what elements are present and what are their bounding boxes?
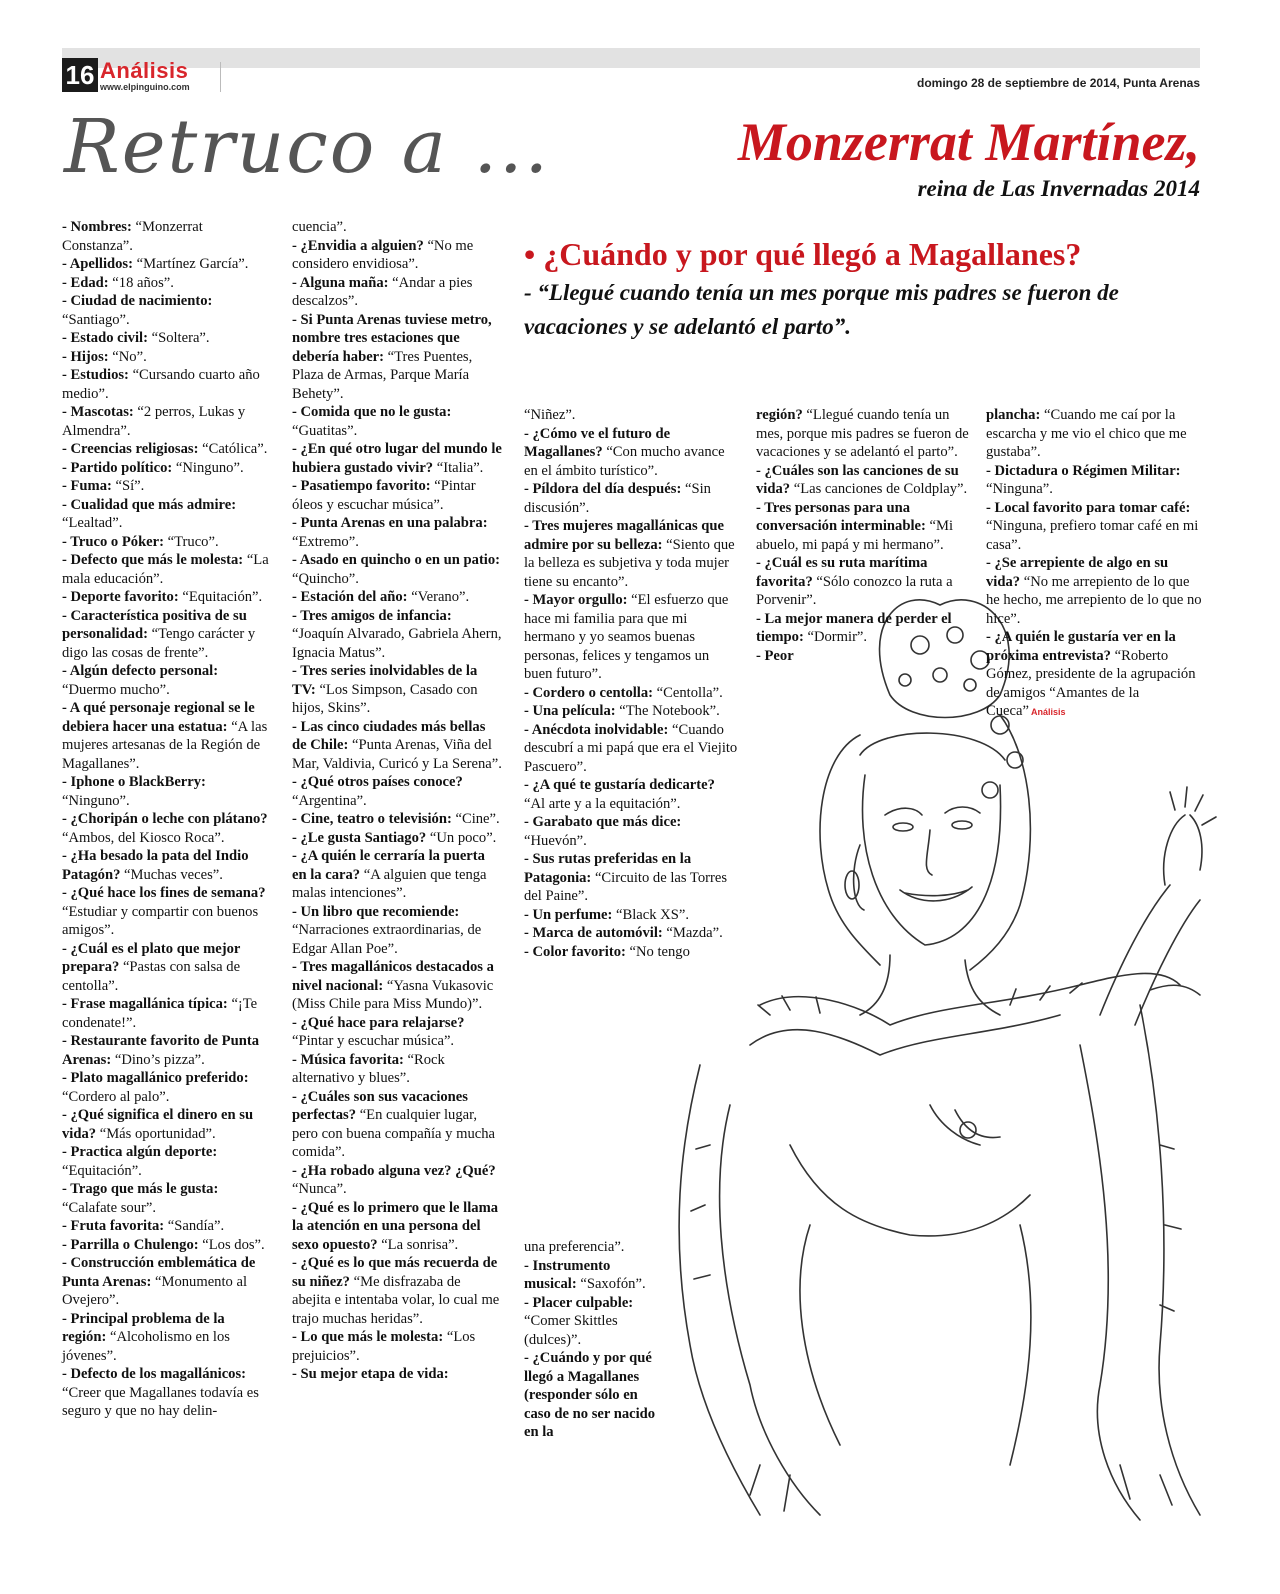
qa-question: - Tres series inolvidables de la TV: [292, 663, 478, 698]
qa-answer: “Black XS”. [616, 906, 689, 923]
qa-item [292, 847, 502, 903]
featured-question [524, 232, 1204, 344]
qa-answer: “Siento que la belleza es subjetiva y toda mujer tiene su encanto”. [524, 536, 735, 590]
qa-answer: “Cursando cuarto año medio”. [62, 367, 260, 402]
qa-answer: “El esfuerzo que hace mi familia para que mi hermano y yo seamos buenas personas, felices y tengamos un buen futuro”. [524, 592, 729, 682]
qa-question: - ¿Ha robado alguna vez? ¿Qué? [292, 1162, 496, 1179]
qa-item [62, 533, 270, 552]
qa-question: - Mascotas: [62, 404, 134, 420]
qa-item [292, 1199, 502, 1255]
qa-question: plancha: [986, 407, 1041, 423]
qa-answer: “Un poco”. [429, 829, 497, 846]
qa-answer: “Sólo conozco la ruta a Porvenir”. [756, 573, 953, 608]
qa-item [292, 662, 502, 718]
qa-answer: “Las canciones de Coldplay”. [793, 481, 968, 497]
qa-question: - ¿Qué es lo que más recuerda de su niñez? [292, 1255, 498, 1290]
qa-item [524, 591, 739, 684]
qa-question: - Las cinco ciudades más bellas de Chile: [292, 718, 486, 753]
qa-item [292, 403, 502, 440]
qa-question: - Comida que no le gusta: [292, 404, 452, 420]
qa-item [524, 813, 739, 850]
interview-column-2 [292, 218, 502, 1384]
qa-answer: “Monzerrat Constanza”. [62, 219, 203, 254]
qa-answer: “Creer que Magallanes todavía es seguro y que no hay delin- [62, 1384, 259, 1419]
qa-item [292, 1328, 502, 1365]
qa-answer: “Saxofón”. [580, 1276, 646, 1292]
qa-answer: “A las mujeres artesanas de la Región de Magallanes”. [62, 718, 268, 772]
qa-answer: “Andar a pies descalzos”. [292, 274, 473, 309]
qa-answer: “Cuando descubrí a mi papá que era el Viejito Pascuero”. [524, 721, 738, 775]
qa-item [292, 218, 502, 237]
qa-item [524, 425, 739, 481]
qa-item [62, 292, 270, 329]
qa-question: - ¿Cómo ve el futuro de Magallanes? [524, 425, 671, 460]
qa-item [62, 588, 270, 607]
qa-item [62, 1069, 270, 1106]
qa-question: - Lo que más le molesta: [292, 1329, 444, 1345]
interview-column-3-bottom [524, 1238, 664, 1442]
qa-answer: “Pastas con salsa de centolla”. [62, 959, 241, 994]
qa-item [62, 884, 270, 940]
qa-answer: “Sin discusión”. [524, 481, 711, 516]
qa-item [62, 1365, 270, 1421]
qa-answer: “En cualquier lugar, pero con buena compañía y mucha comida”. [292, 1107, 496, 1160]
qa-question: - ¿Qué hace los fines de semana? [62, 885, 266, 901]
qa-answer: “Cordero al palo”. [62, 1088, 170, 1105]
qa-item [524, 406, 739, 425]
qa-item [62, 1310, 270, 1366]
qa-answer: “Sí”. [115, 478, 145, 494]
qa-answer: “Pintar y escuchar música”. [292, 1033, 455, 1049]
qa-answer: “Estudiar y compartir con buenos amigos”. [62, 903, 259, 938]
qa-item [986, 499, 1202, 555]
qa-answer: “Ambos, del Kiosco Roca”. [62, 829, 225, 846]
qa-question: - Garabato que más dice: [524, 814, 682, 830]
qa-answer: “Ninguno”. [62, 792, 130, 809]
qa-item [62, 551, 270, 588]
qa-question: - Marca de automóvil: [524, 925, 663, 941]
qa-item [524, 1294, 664, 1350]
qa-item [524, 906, 739, 925]
interview-column-1 [62, 218, 270, 1421]
qa-question: - Estado civil: [62, 330, 148, 346]
qa-question: - La mejor manera de perder el tiempo: [756, 610, 952, 645]
qa-question: - Dictadura o Régimen Militar: [986, 462, 1181, 479]
qa-answer: “Rock alternativo y blues”. [292, 1051, 445, 1086]
qa-item [62, 1236, 270, 1255]
qa-item [292, 607, 502, 663]
end-mark-logo: Análisis [1030, 707, 1066, 717]
qa-answer: “The Notebook”. [619, 703, 720, 719]
qa-question: - Partido político: [62, 459, 173, 476]
qa-question: - Si Punta Arenas tuviese metro, nombre tres estaciones que debería haber: [292, 311, 492, 365]
qa-item [292, 1254, 502, 1328]
qa-question: - Un perfume: [524, 906, 613, 923]
qa-answer: “Yasna Vukasovic (Miss Chile para Miss Mundo)”. [292, 977, 494, 1012]
qa-question: - ¿Ha besado la pata del Indio Patagón? [62, 848, 249, 883]
section-title: Retruco a ... [64, 104, 551, 190]
qa-question: - Peor [756, 647, 794, 664]
qa-question: - Restaurante favorito de Punta Arenas: [62, 1033, 259, 1068]
qa-answer: “Italia”. [436, 459, 484, 476]
qa-item [62, 607, 270, 663]
qa-answer: “Ninguno”. [175, 459, 244, 476]
qa-answer: “Con mucho avance en el ámbito turístico”. [524, 444, 725, 479]
qa-answer: “Cuando me caí por la escarcha y me vio el chico que me gustaba”. [986, 407, 1187, 460]
qa-item [62, 329, 270, 348]
qa-question: - Estación del año: [292, 589, 408, 605]
qa-item [524, 1257, 664, 1294]
qa-question: - ¿Cuándo y por qué llegó a Magallanes (responder sólo en caso de no ser nacido en la [524, 1350, 656, 1440]
qa-answer: “Mazda”. [666, 925, 723, 941]
qa-question: - ¿Cuál es el plato que mejor prepara? [62, 940, 241, 975]
qa-answer: “No”. [112, 348, 147, 365]
qa-question: - Tres amigos de infancia: [292, 607, 452, 624]
qa-item [986, 406, 1202, 462]
qa-item [524, 684, 739, 703]
qa-question: - ¿A qué te gustaría dedicarte? [524, 777, 715, 793]
qa-item [62, 1106, 270, 1143]
qa-question: región? [756, 407, 803, 423]
qa-answer: “Soltera”. [151, 330, 210, 346]
qa-answer: “Más oportunidad”. [99, 1125, 216, 1142]
brand-name: Análisis [100, 58, 189, 83]
qa-answer: “Huevón”. [524, 832, 587, 849]
brand-url: www.elpinguino.com [100, 82, 190, 92]
qa-item [62, 995, 270, 1032]
interview-column-3 [524, 406, 739, 961]
qa-item [62, 1143, 270, 1180]
qa-answer: “La mala educación”. [62, 552, 269, 587]
qa-item [986, 554, 1202, 628]
qa-item [756, 462, 971, 499]
qa-item [524, 850, 739, 906]
qa-item [62, 403, 270, 440]
qa-item [756, 647, 971, 666]
qa-answer: “¡Te condenate!”. [62, 996, 258, 1031]
qa-item [62, 440, 270, 459]
qa-question: - ¿A quién le cerraría la puerta en la cara? [292, 848, 485, 883]
qa-answer: “Quincho”. [292, 570, 359, 587]
qa-question: - Fruta favorita: [62, 1218, 165, 1234]
qa-item [62, 1180, 270, 1217]
qa-answer: “Ninguna, prefiero tomar café en mi casa”. [986, 518, 1199, 553]
qa-item [756, 406, 971, 462]
qa-item [292, 829, 502, 848]
qa-question: - Asado en quincho o en un patio: [292, 552, 501, 568]
qa-question: - Alguna maña: [292, 274, 389, 291]
qa-answer: “Niñez”. [524, 407, 576, 423]
qa-question: - Cordero o centolla: [524, 684, 654, 701]
qa-question: - Nombres: [62, 219, 132, 235]
qa-question: - Principal problema de la región: [62, 1310, 225, 1345]
qa-question: - Parrilla o Chulengo: [62, 1236, 199, 1253]
qa-question: - ¿Qué es lo primero que le llama la atención en una persona del sexo opuesto? [292, 1199, 499, 1253]
qa-question: - Local favorito para tomar café: [986, 499, 1191, 516]
brand-logo [100, 60, 190, 92]
qa-answer: “Roberto Gómez, presidente de la agrupación de amigos “Amantes de la Cueca” [986, 647, 1196, 719]
qa-question: - ¿Cuáles son sus vacaciones perfectas? [292, 1088, 468, 1123]
qa-item [756, 610, 971, 647]
qa-answer: “Tres Puentes, Plaza de Armas, Parque María Behety”. [292, 348, 473, 402]
qa-question: - Pasatiempo favorito: [292, 478, 431, 494]
qa-question: - Cualidad que más admire: [62, 496, 237, 513]
qa-answer: “Mi abuelo, mi papá y mi hermano”. [756, 518, 954, 553]
page-number: 16 [62, 58, 98, 92]
qa-answer: “La sonrisa”. [381, 1236, 459, 1253]
headline-subtitle: reina de Las Invernadas 2014 [917, 176, 1200, 201]
qa-question: - Tres magallánicos destacados a nivel nacional: [292, 959, 494, 994]
qa-question: - ¿Qué hace para relajarse? [292, 1014, 465, 1031]
header-date: domingo 28 de septiembre de 2014, Punta Arenas [917, 76, 1200, 90]
qa-item [292, 1051, 502, 1088]
qa-item [62, 274, 270, 293]
qa-item [62, 459, 270, 478]
qa-answer: “Truco”. [167, 533, 219, 550]
qa-answer: “No me arrepiento de lo que he hecho, me arrepiento de lo que no hice”. [986, 573, 1202, 627]
qa-item [62, 477, 270, 496]
qa-answer: “Circuito de las Torres del Paine”. [524, 869, 727, 904]
qa-answer: “Duermo mucho”. [62, 681, 170, 698]
qa-question: - Truco o Póker: [62, 533, 164, 550]
qa-item [292, 1014, 502, 1051]
qa-item [292, 311, 502, 404]
featured-question-text: • ¿Cuándo y por qué llegó a Magallanes? [524, 236, 1082, 272]
qa-item [524, 924, 739, 943]
interview-column-4 [756, 406, 971, 665]
qa-answer: “Lealtad”. [62, 515, 123, 531]
qa-item [986, 628, 1202, 722]
qa-answer: “Calafate sour”. [62, 1199, 156, 1216]
qa-question: - Placer culpable: [524, 1294, 634, 1311]
qa-item [62, 348, 270, 367]
qa-answer: “Alcoholismo en los jóvenes”. [62, 1329, 230, 1364]
qa-question: - Trago que más le gusta: [62, 1181, 219, 1197]
qa-question: - Edad: [62, 274, 109, 291]
qa-item [292, 514, 502, 551]
qa-answer: “Narraciones extraordinarias, de Edgar Allan Poe”. [292, 922, 482, 957]
qa-question: - A qué personaje regional se le debiera hacer una estatua: [62, 700, 255, 735]
qa-answer: “Joaquín Alvarado, Gabriela Ahern, Ignacia Matus”. [292, 626, 502, 661]
qa-answer: “Llegué cuando tenía un mes, porque mis padres se fueron de vacaciones y se adelantó el parto”. [756, 407, 969, 460]
qa-question: - ¿Se arrepiente de algo en su vida? [986, 555, 1169, 590]
qa-item [292, 1162, 502, 1199]
qa-question: - Un libro que recomiende: [292, 903, 460, 920]
qa-answer: “Centolla”. [656, 684, 723, 701]
qa-answer: “Los Simpson, Casado con hijos, Skins”. [292, 681, 478, 716]
qa-item [292, 810, 502, 829]
qa-question: - Defecto que más le molesta: [62, 552, 244, 568]
qa-answer: “Comer Skittles (dulces)”. [524, 1313, 618, 1348]
qa-answer: “Cine”. [455, 811, 500, 827]
qa-question: - Color favorito: [524, 943, 626, 960]
qa-item [524, 1349, 664, 1442]
qa-answer: “No me considero envidiosa”. [292, 237, 474, 272]
qa-question: - Plato magallánico preferido: [62, 1070, 249, 1086]
qa-item [756, 554, 971, 610]
qa-question: - Ciudad de nacimiento: [62, 293, 213, 309]
qa-answer: “No tengo [629, 943, 690, 960]
qa-answer: “Extremo”. [292, 533, 359, 550]
qa-item [292, 718, 502, 774]
qa-question: - Instrumento musical: [524, 1257, 611, 1292]
qa-item [62, 847, 270, 884]
qa-question: - ¿Choripán o leche con plátano? [62, 811, 268, 827]
qa-question: - Sus rutas preferidas en la Patagonia: [524, 851, 692, 886]
qa-question: - ¿Qué otros países conoce? [292, 774, 463, 790]
qa-answer: “2 perros, Lukas y Almendra”. [62, 404, 246, 439]
qa-item [62, 496, 270, 533]
qa-item [292, 1365, 502, 1384]
qa-answer: “A alguien que tenga malas intenciones”. [292, 866, 487, 901]
qa-answer: “Los prejuicios”. [292, 1329, 476, 1364]
qa-question: - ¿Cuáles son las canciones de su vida? [756, 462, 959, 497]
qa-item [292, 477, 502, 514]
qa-item [292, 1088, 502, 1162]
qa-question: - Música favorita: [292, 1051, 404, 1068]
headline [738, 112, 1200, 204]
qa-item [62, 940, 270, 996]
qa-answer: “Monumento al Ovejero”. [62, 1273, 248, 1308]
qa-answer: “Muchas veces”. [124, 866, 223, 883]
qa-answer: “Dino’s pizza”. [114, 1051, 205, 1068]
qa-question: - Algún defecto personal: [62, 663, 219, 679]
qa-question: - Deporte favorito: [62, 589, 179, 605]
qa-item [756, 499, 971, 555]
featured-answer-text: - “Llegué cuando tenía un mes porque mis padres se fueron de vacaciones y se adelantó el parto”. [524, 280, 1119, 339]
qa-answer: “Argentina”. [292, 792, 367, 809]
qa-question: - Punta Arenas en una palabra: [292, 515, 488, 531]
qa-item [524, 1238, 664, 1257]
qa-answer: “Sandía”. [167, 1218, 225, 1234]
qa-question: - Píldora del día después: [524, 481, 682, 497]
qa-item [986, 462, 1202, 499]
headline-name: Monzerrat Martínez, [737, 112, 1200, 172]
qa-answer: “Nunca”. [292, 1181, 347, 1197]
qa-answer: “Me disfrazaba de abejita e intentaba volar, lo cual me trajo muchas heridas”. [292, 1273, 500, 1327]
qa-question: - Cine, teatro o televisión: [292, 811, 452, 827]
qa-item [524, 517, 739, 591]
qa-question: - Anécdota inolvidable: [524, 721, 669, 738]
qa-answer: una preferencia”. [524, 1239, 625, 1255]
qa-question: - ¿En qué otro lugar del mundo le hubiera gustado vivir? [292, 441, 502, 476]
qa-answer: “Verano”. [411, 589, 470, 605]
qa-item [62, 366, 270, 403]
qa-question: - Defecto de los magallánicos: [62, 1366, 247, 1382]
interview-column-5 [986, 406, 1202, 722]
qa-item [62, 255, 270, 274]
qa-item [62, 699, 270, 773]
qa-item [292, 958, 502, 1014]
qa-item [62, 810, 270, 847]
qa-item [62, 1254, 270, 1310]
qa-question: - Hijos: [62, 348, 109, 365]
qa-answer: “Santiago”. [62, 311, 130, 328]
qa-question: - Construcción emblemática de Punta Arenas: [62, 1255, 256, 1290]
qa-item [292, 903, 502, 959]
qa-question: - Característica positiva de su personalidad: [62, 607, 247, 642]
qa-item [524, 943, 739, 962]
qa-question: - ¿Envidia a alguien? [292, 237, 424, 254]
qa-question: - Mayor orgullo: [524, 592, 628, 608]
qa-item [524, 480, 739, 517]
qa-question: - ¿Le gusta Santiago? [292, 829, 427, 846]
qa-item [292, 237, 502, 274]
qa-question: - Practica algún deporte: [62, 1144, 218, 1160]
qa-question: - Una película: [524, 703, 616, 719]
qa-answer: “Al arte y a la equitación”. [524, 795, 681, 812]
qa-answer: “Punta Arenas, Viña del Mar, Valdivia, Curicó y La Serena”. [292, 737, 502, 772]
qa-answer: “Guatitas”. [292, 422, 358, 439]
qa-question: - ¿A quién le gustaría ver en la próxima entrevista? [986, 629, 1176, 664]
qa-item [62, 662, 270, 699]
qa-question: - Estudios: [62, 367, 129, 383]
qa-item [524, 702, 739, 721]
qa-answer: “18 años”. [112, 274, 174, 291]
qa-answer: “Los dos”. [202, 1236, 265, 1253]
qa-answer: “Tengo carácter y digo las cosas de frente”. [62, 626, 256, 661]
qa-item [62, 1032, 270, 1069]
qa-item [292, 588, 502, 607]
qa-answer: “Católica”. [202, 441, 268, 457]
qa-question: - Creencias religiosas: [62, 441, 199, 457]
qa-answer: “Equitación”. [182, 589, 263, 605]
qa-question: - Iphone o BlackBerry: [62, 774, 206, 790]
qa-item [292, 551, 502, 588]
qa-answer: cuencia”. [292, 219, 347, 235]
qa-question: - Tres personas para una conversación interminable: [756, 499, 926, 534]
qa-answer: “Dormir”. [807, 629, 868, 645]
qa-answer: “Ninguna”. [986, 481, 1053, 497]
header-bar [62, 48, 1200, 68]
qa-item [524, 776, 739, 813]
qa-answer: “Equitación”. [62, 1162, 142, 1179]
qa-question: - ¿Qué significa el dinero en su vida? [62, 1107, 254, 1142]
qa-item [62, 773, 270, 810]
qa-item [292, 274, 502, 311]
qa-item [62, 218, 270, 255]
qa-item [524, 721, 739, 777]
qa-question: - Apellidos: [62, 256, 133, 272]
header-divider [220, 62, 221, 92]
qa-question: - Su mejor etapa de vida: [292, 1366, 449, 1382]
qa-item [292, 440, 502, 477]
qa-answer: “Pintar óleos y escuchar música”. [292, 478, 476, 513]
qa-question: - ¿Cuál es su ruta marítima favorita? [756, 555, 928, 590]
qa-question: - Fuma: [62, 478, 112, 494]
qa-question: - Frase magallánica típica: [62, 996, 228, 1012]
qa-answer: “Martínez García”. [136, 256, 249, 272]
qa-question: - Tres mujeres magallánicas que admire por su belleza: [524, 518, 724, 553]
qa-item [292, 773, 502, 810]
qa-item [62, 1217, 270, 1236]
